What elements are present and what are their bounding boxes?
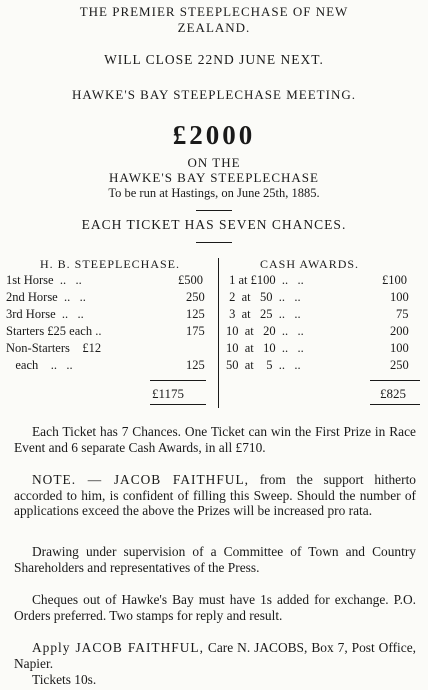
seven-chances: EACH TICKET HAS SEVEN CHANCES. (81, 217, 347, 232)
steeplechase-total: £1175 (152, 386, 185, 401)
table-amount: 100 (390, 341, 409, 355)
table-amount: 250 (186, 290, 205, 304)
closing-date: WILL CLOSE 22ND JUNE NEXT. (104, 52, 324, 67)
short-rule-top (196, 210, 232, 211)
total-rule-right-bottom (370, 404, 420, 405)
paragraph-drawing: Drawing under supervision of a Committee of Town and Country Shareholders and representatives of the Press. (14, 544, 416, 575)
headline-line1: THE PREMIER STEEPLECHASE OF NEW (79, 4, 349, 19)
paragraph-note: NOTE. — JACOB FAITHFUL, from the support hitherto accorded to him, is confident of filling this Sweep. Should the number of applications exceed the above the Prizes will be increased pro rata. (14, 472, 416, 518)
prize-amount: £2000 (172, 120, 256, 150)
table-amount: £100 (382, 273, 407, 287)
paragraph-cheques: Cheques out of Hawke's Bay must have 1s added for exchange. P.O. Orders preferred. Two stamps for reply and result. (14, 592, 416, 623)
table-amount: 75 (396, 307, 409, 321)
total-rule-left-bottom (150, 404, 206, 405)
table-row: 2 at 50 .. .. (226, 290, 301, 304)
paragraph-chances: Each Ticket has 7 Chances. One Ticket can win the First Prize in Race Event and 6 separate Cash Awards, in all £710. (14, 424, 416, 455)
paragraph-apply: Apply JACOB FAITHFUL, Care N. JACOBS, Box 7, Post Office, Napier. (14, 640, 416, 671)
steeplechase-heading: H. B. STEEPLECHASE. (40, 257, 181, 271)
table-row: 3 at 25 .. .. (226, 307, 301, 321)
table-row: 1 at £100 .. .. (226, 273, 304, 287)
table-amount: 250 (390, 358, 409, 372)
table-row: 50 at 5 .. .. (226, 358, 301, 372)
table-row: Non-Starters £12 (6, 341, 102, 355)
meeting-title: HAWKE'S BAY STEEPLECHASE MEETING. (72, 87, 356, 102)
table-row: Starters £25 each .. (6, 324, 102, 338)
table-row: 3rd Horse .. .. (6, 307, 84, 321)
table-amount: 125 (186, 358, 205, 372)
cash-awards-heading: CASH AWARDS. (260, 257, 360, 271)
table-amount: 125 (186, 307, 205, 321)
table-amount: £500 (178, 273, 203, 287)
column-divider (218, 258, 219, 408)
cash-awards-total: £825 (380, 386, 406, 401)
race-name: HAWKE'S BAY STEEPLECHASE (109, 170, 319, 185)
note-label: NOTE. — JACOB FAITHFUL, (32, 472, 249, 487)
paragraph-price: Tickets 10s. (32, 672, 97, 687)
table-row: each .. .. (6, 358, 73, 372)
table-row: 1st Horse .. .. (6, 273, 82, 287)
headline-line2: ZEALAND. (177, 20, 251, 35)
table-row: 2nd Horse .. .. (6, 290, 86, 304)
table-amount: 175 (186, 324, 205, 338)
total-rule-right (370, 380, 420, 381)
short-rule-bottom (196, 242, 232, 243)
on-the: ON THE (187, 155, 241, 170)
table-row: 10 at 20 .. .. (226, 324, 304, 338)
apply-label: Apply JACOB FAITHFUL, (32, 640, 204, 655)
run-date: To be run at Hastings, on June 25th, 1885. (108, 186, 320, 200)
total-rule-left (150, 380, 206, 381)
table-row: 10 at 10 .. .. (226, 341, 304, 355)
table-amount: 100 (390, 290, 409, 304)
table-amount: 200 (390, 324, 409, 338)
